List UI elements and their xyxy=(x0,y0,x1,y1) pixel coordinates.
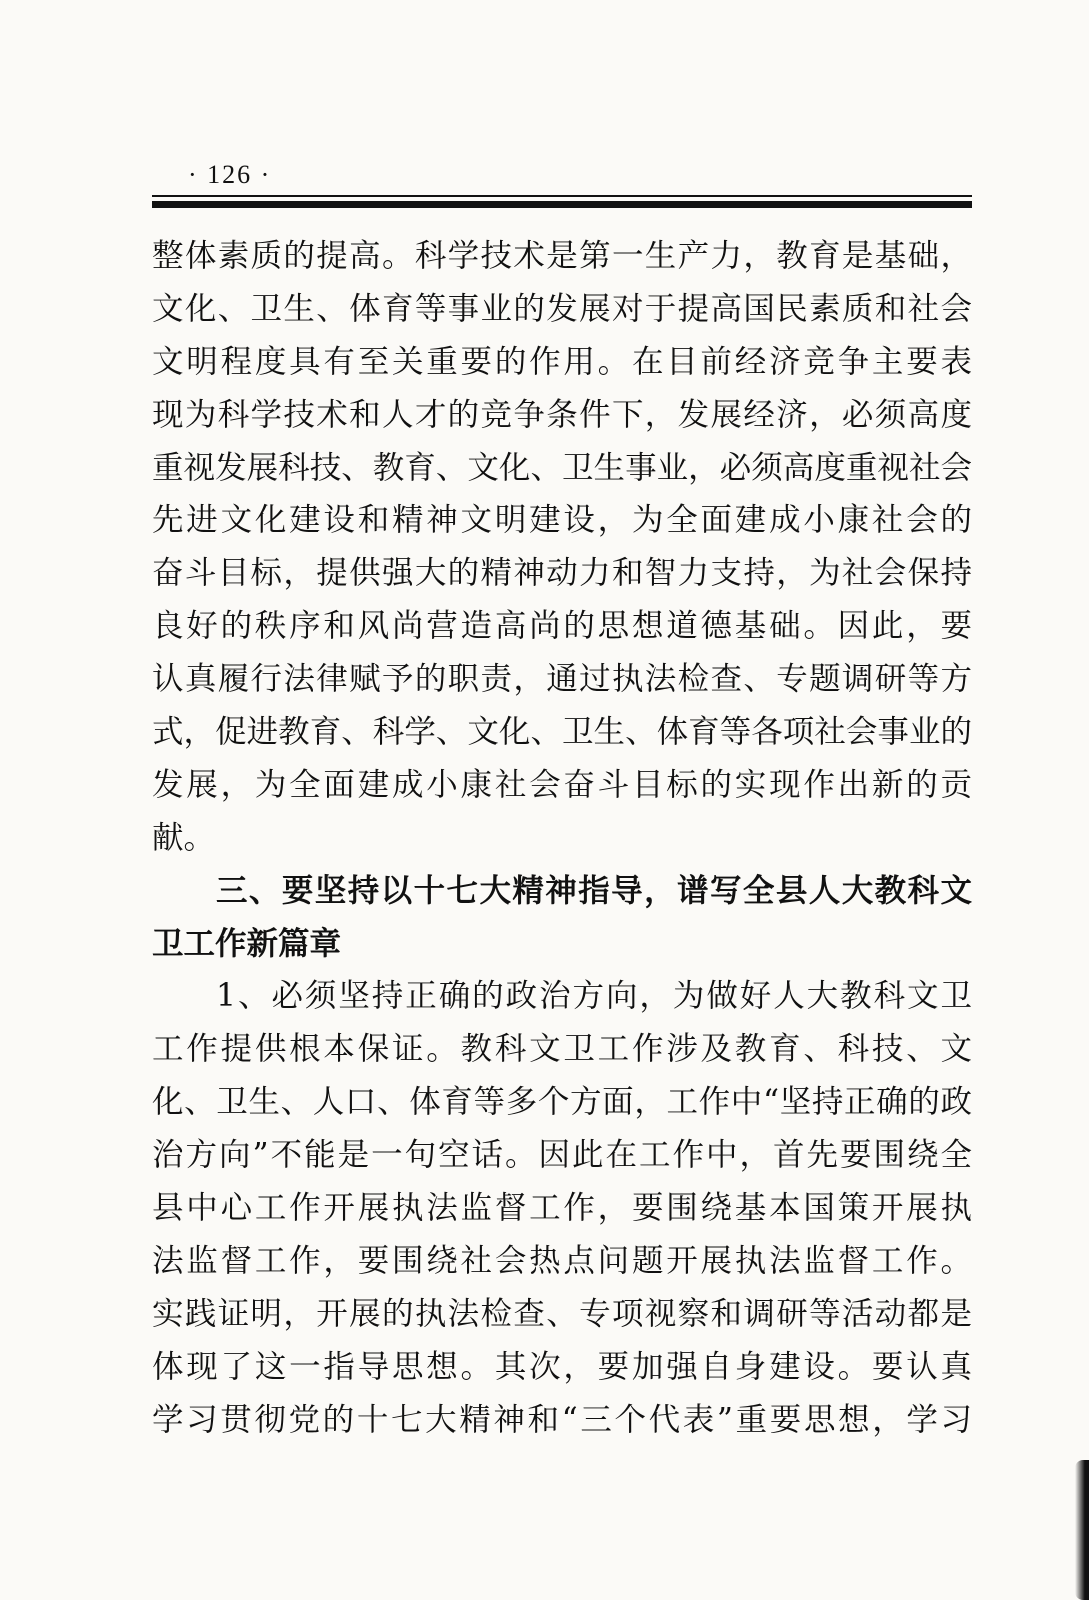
text-line: 法监督工作，要围绕社会热点问题开展执法监督工作。 xyxy=(152,1242,972,1279)
text-line: 化、卫生、人口、体育等多个方面，工作中“坚持正确的政 xyxy=(152,1084,972,1121)
scan-edge-mark xyxy=(1075,1460,1089,1600)
body-text xyxy=(152,230,972,1446)
text-line: 良好的秩序和风尚营造高尚的思想道德基础。因此，要 xyxy=(152,608,972,645)
text-line: 发展，为全面建成小康社会奋斗目标的实现作出新的贡 xyxy=(152,766,972,803)
text-line: 现为科学技术和人才的竞争条件下，发展经济，必须高度 xyxy=(152,396,972,433)
text-line: 整体素质的提高。科学技术是第一生产力，教育是基础， xyxy=(152,238,972,274)
text-line: 文化、卫生、体育等事业的发展对于提高国民素质和社会 xyxy=(152,290,972,327)
header-rule-thick xyxy=(152,201,972,208)
header-rule-thin xyxy=(152,195,972,197)
text-line: 工作提供根本保证。教科文卫工作涉及教育、科技、文 xyxy=(152,1031,972,1068)
text-line: 体现了这一指导思想。其次，要加强自身建设。要认真 xyxy=(152,1348,972,1385)
text-line: 式，促进教育、科学、文化、卫生、体育等各项社会事业的 xyxy=(152,714,972,751)
text-line: 先进文化建设和精神文明建设，为全面建成小康社会的 xyxy=(152,502,972,539)
text-line: 学习贯彻党的十七大精神和“三个代表”重要思想，学习 xyxy=(152,1401,972,1438)
text-line: 卫工作新篇章 xyxy=(152,924,342,962)
text-line: 治方向”不能是一句空话。因此在工作中，首先要围绕全 xyxy=(152,1137,972,1174)
text-line: 奋斗目标，提供强大的精神动力和智力支持，为社会保持 xyxy=(152,555,972,592)
text-line: 1、必须坚持正确的政治方向，为做好人大教科文卫 xyxy=(216,978,972,1015)
text-line: 三、要坚持以十七大精神指导，谱写全县人大教科文 xyxy=(216,871,972,909)
text-line: 认真履行法律赋予的职责，通过执法检查、专题调研等方 xyxy=(152,661,972,698)
page-number: · 126 · xyxy=(188,160,272,189)
text-line: 文明程度具有至关重要的作用。在目前经济竞争主要表 xyxy=(152,343,972,380)
text-line: 县中心工作开展执法监督工作，要围绕基本国策开展执 xyxy=(152,1190,972,1227)
text-line: 重视发展科技、教育、文化、卫生事业，必须高度重视社会 xyxy=(152,449,972,486)
text-line: 献。 xyxy=(152,819,216,856)
text-line: 实践证明，开展的执法检查、专项视察和调研等活动都是 xyxy=(152,1295,972,1332)
